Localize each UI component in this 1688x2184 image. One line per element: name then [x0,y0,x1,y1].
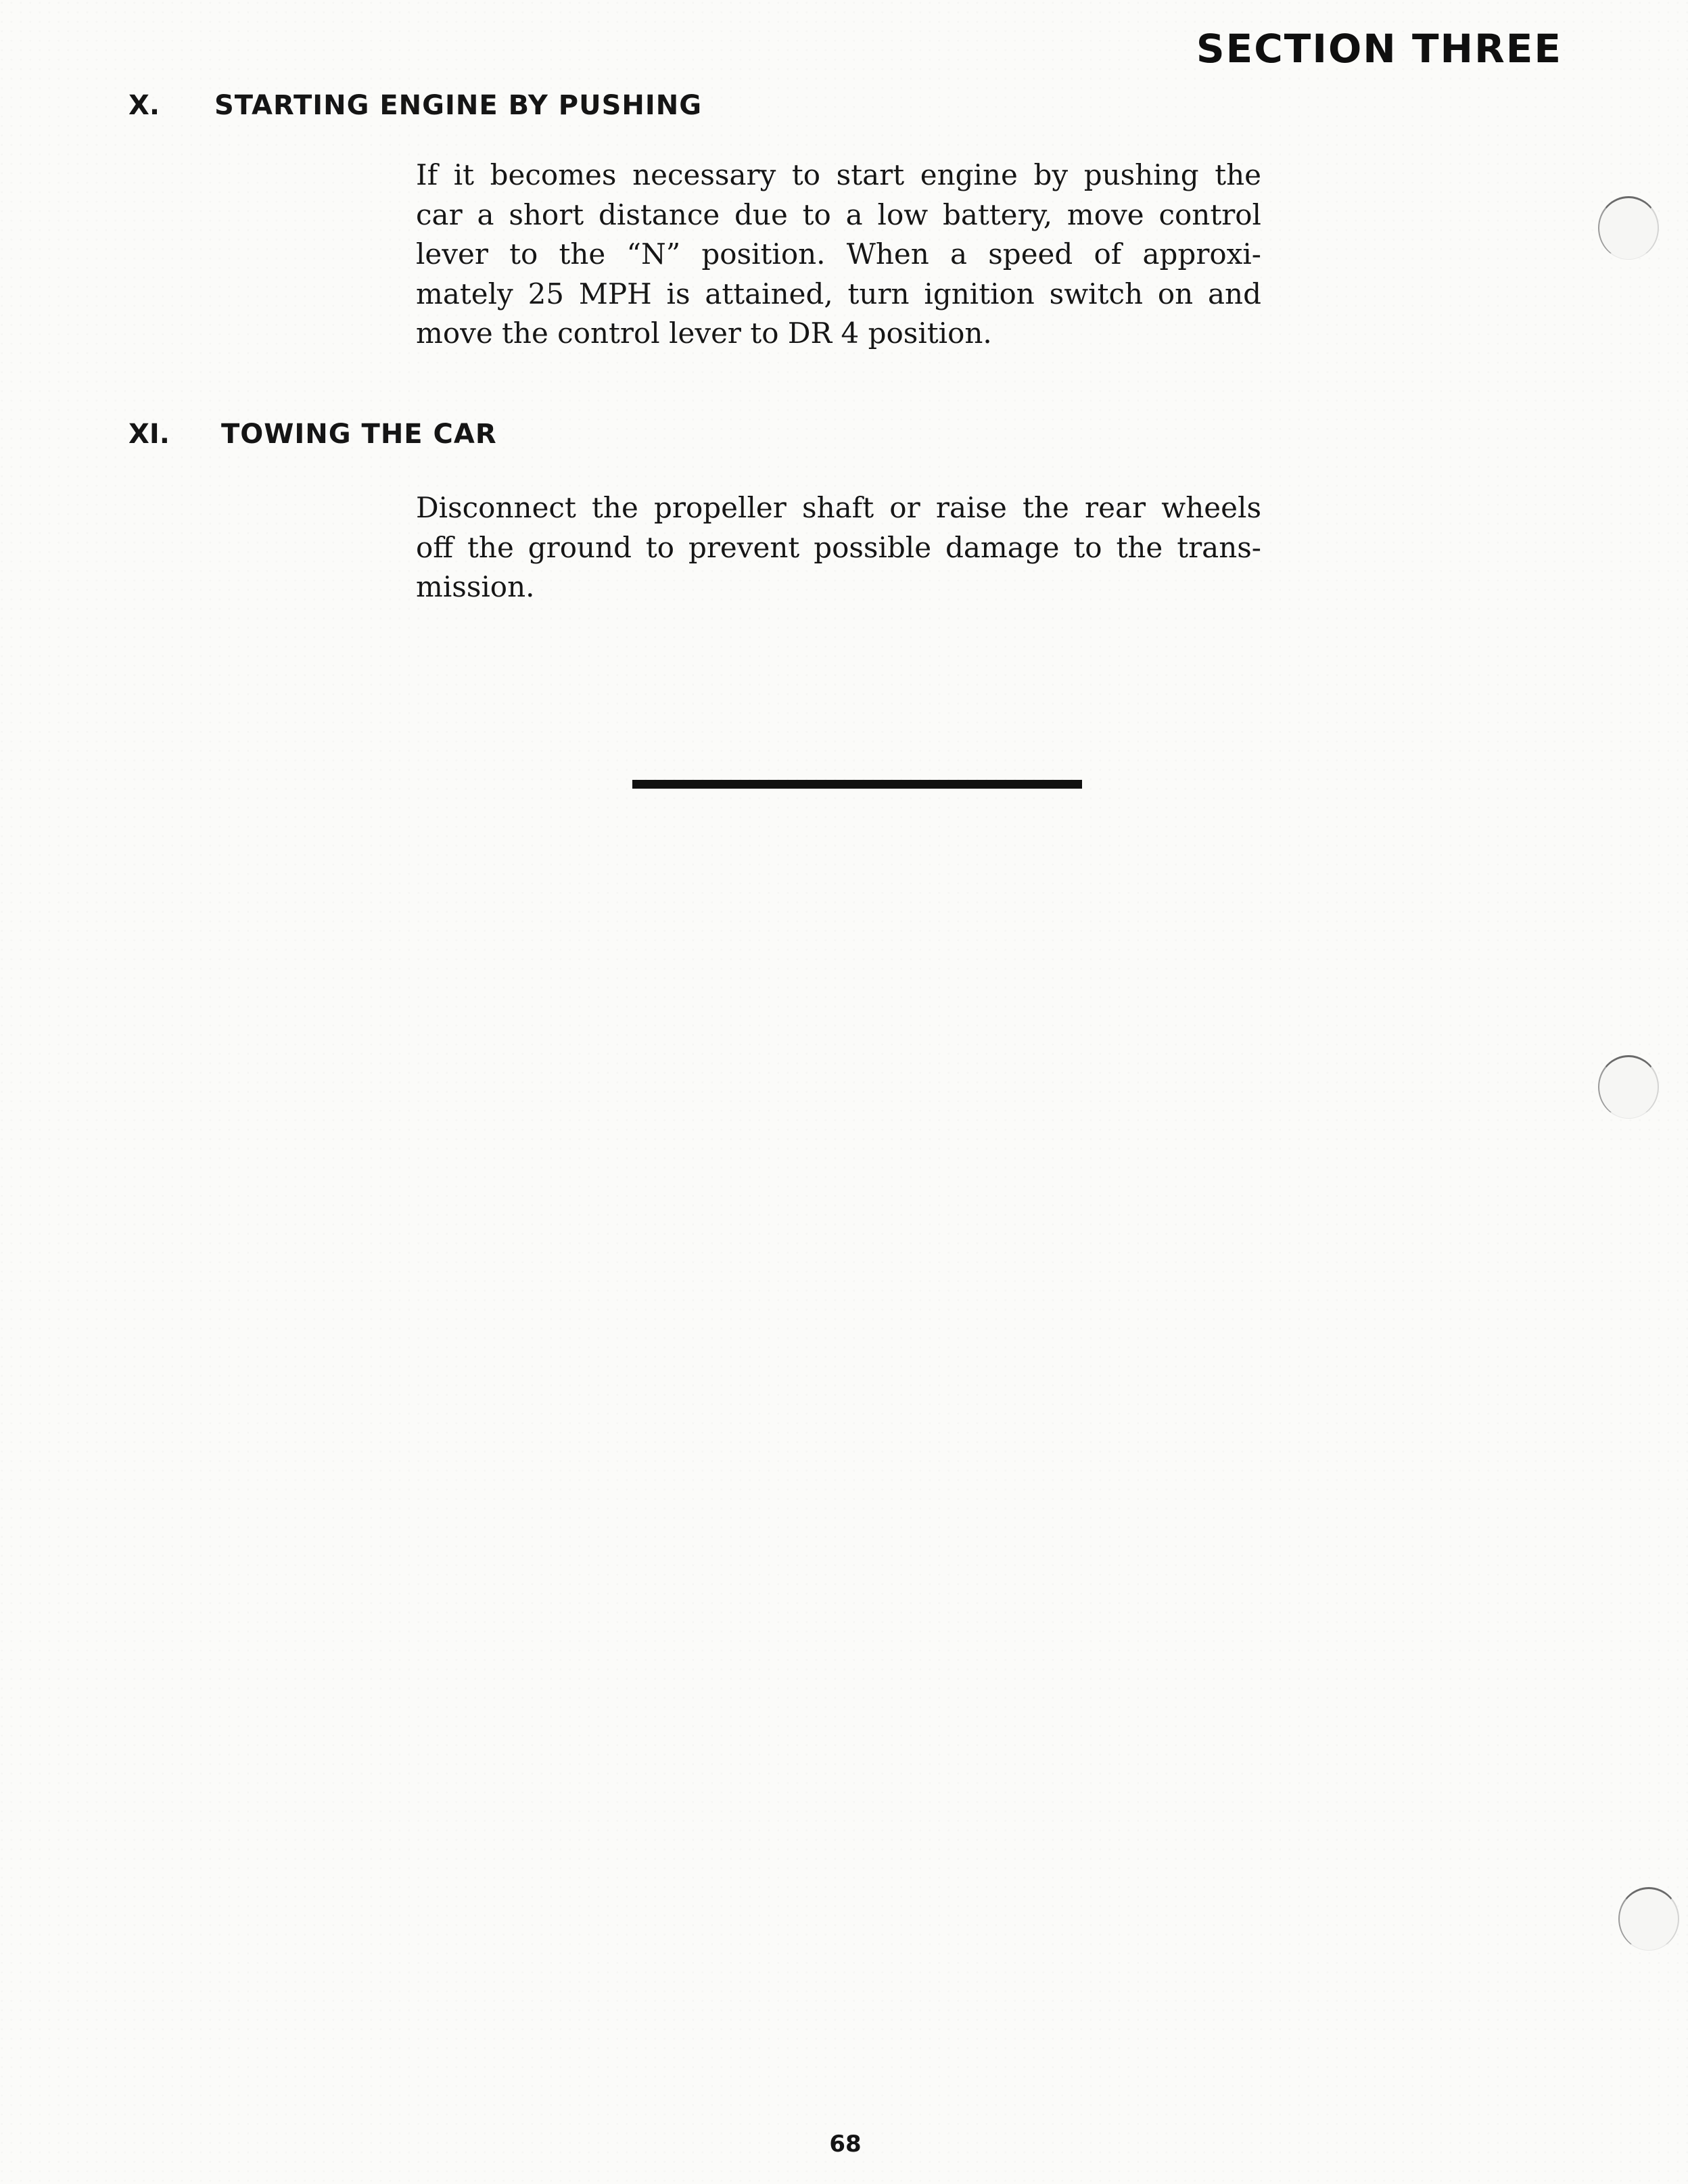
section-title: SECTION THREE [1196,26,1562,72]
binder-punch-hole [1618,1887,1679,1951]
paragraph-line: move the control lever to DR 4 position. [416,317,992,350]
section-number: X. [128,90,160,121]
paragraph-line: If it becomes necessary to start engine by pushing the [416,158,1261,191]
section-paragraph-x [416,156,1261,354]
paragraph-line: off the ground to prevent possible damage to the trans- [416,530,1261,564]
end-of-section-rule [632,780,1082,789]
section-heading-title: STARTING ENGINE BY PUSHING [214,90,703,121]
section-number: XI. [128,419,170,450]
section-paragraph-xi [416,488,1261,607]
page-number: 68 [829,2131,862,2158]
paragraph-line: mission. [416,570,535,603]
section-heading-xi [128,418,805,450]
paragraph-line: lever to the “N” position. When a speed of approxi- [416,237,1261,271]
binder-punch-hole [1598,196,1659,260]
binder-punch-hole [1598,1055,1659,1119]
paragraph-line: Disconnect the propeller shaft or raise the rear wheels [416,491,1261,524]
section-heading-title: TOWING THE CAR [221,419,497,450]
paragraph-line: mately 25 MPH is attained, turn ignition switch on and [416,277,1261,310]
section-heading-x [128,89,805,122]
paragraph-line: car a short distance due to a low battery, move control [416,198,1261,231]
